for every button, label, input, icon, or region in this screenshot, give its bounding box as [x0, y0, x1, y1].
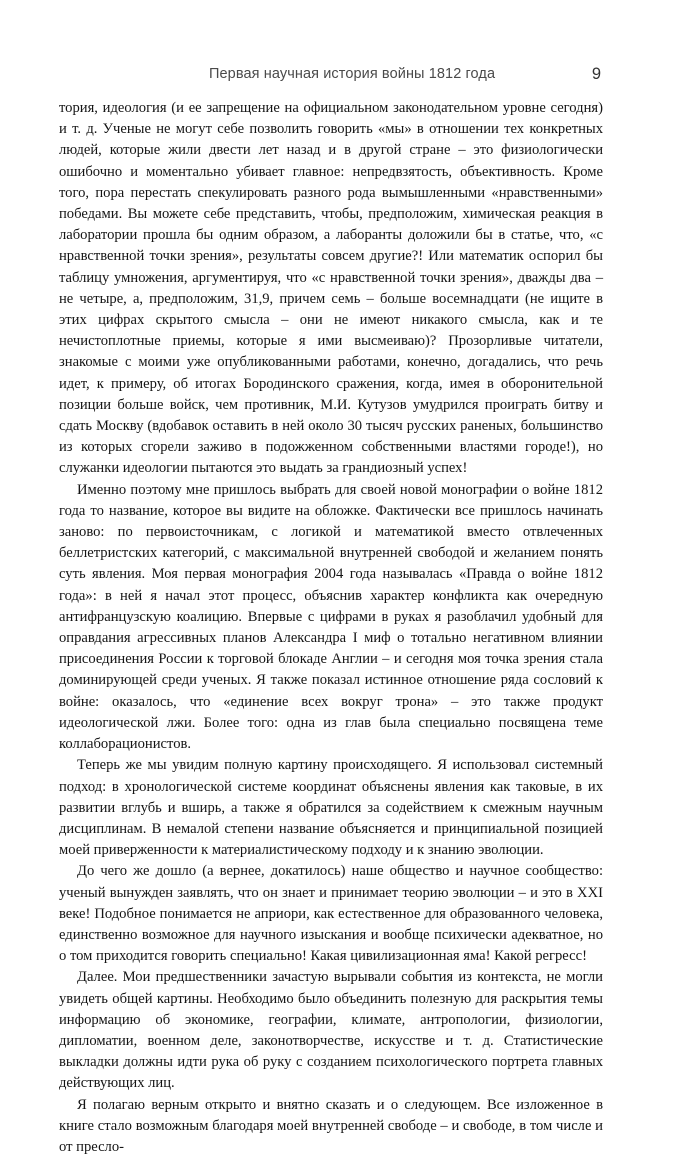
book-page: [59, 65, 603, 1155]
paragraph: Далее. Мои предшественники зачастую вырывали события из контекста, не могли увидеть общей картины. Необходимо было объединить полезную для раскрытия темы информацию об экономике, географии, климате, антропологии, физиологии, дипломатии, военном деле, законотворчестве, искусстве и т. д. Статистические выкладки должны идти рука об руку с созданием психологического портрета главных действующих лиц.: [59, 969, 603, 1092]
body-text: [59, 98, 603, 1158]
running-title: Первая научная история войны 1812 года: [209, 66, 496, 82]
paragraph: До чего же дошло (а вернее, докатилось) наше общество и научное сообщество: ученый вынужден заявлять, что он знает и принимает теорию эволюции – и это в XXI веке! Подобное понимается не априори, как естественное для образованного человека, единственно возможное для научного изыскания и вообще психически адекватное, но о том приходится говорить специально! Какая цивилизационная яма! Какой регресс!: [59, 863, 603, 965]
paragraph-last: Я полагаю верным открыто и внятно сказать и о следующем. Все изложенное в книге стало возможным благодаря моей внутренней свободе – и свободе, в том числе и от пресло-: [59, 1096, 603, 1155]
page-number: 9: [591, 65, 601, 83]
paragraph-continued: тория, идеология (и ее запрещение на официальном законодательном уровне сегодня) и т. д. Ученые не могут себе позволить говорить «мы» в отношении тех конкретных людей, которые жили двести лет назад и в другой стране – это физиологически ошибочно и моментально убивает главное: непредвзятость, объективность. Кроме того, пора перестать спекулировать разного рода вымышленными «нравственными» победами. Вы можете себе представить, чтобы, предположим, химическая реакция в лаборатории прошла бы одним образом, а лаборанты доложили бы в статье, что, «с нравственной точки зрения», результаты совсем другие?! Или математик оспорил бы таблицу умножения, аргументируя, что «с нравственной точки зрения», дважды два – не четыре, а, предположим, 31,9, причем семь – больше восемнадцати (не ищите в этих цифрах скрытого смысла – они не имеют никакого смысла, как и те нечистоплотные приемы, которые я ими высмеиваю)? Прозорливые читатели, знакомые с моими уже опубликованными работами, конечно, догадались, что речь идет, к примеру, об итогах Бородинского сражения, когда, имея в оборонительной позиции больше войск, чем противник, М.И. Кутузов умудрился проиграть битву и сдать Москву (вдобавок оставить в ней около 30 тысяч русских раненых, большинство из которых сгорели заживо в подожженном собственными властями городе!), но служанки идеологии пытаются это выдать за грандиозный успех!: [59, 100, 603, 477]
paragraph: Именно поэтому мне пришлось выбрать для своей новой монографии о войне 1812 года то название, которое вы видите на обложке. Фактически все пришлось начинать заново: по первоисточникам, с логикой и математикой вместо отвлеченных беллетристских категорий, с максимальной внутренней свободой и желанием понять суть явления. Моя первая монография 2004 года называлась «Правда о войне 1812 года»: в ней я начал этот процесс, объяснив характер конфликта как очередную антифранцузскую коалицию. Впервые с цифрами в руках я разоблачил удобный для оправдания агрессивных планов Александра I миф о тотально негативном влиянии присоединения России к торговой блокаде Англии – и сегодня моя точка зрения стала доминирующей среди ученых. Я также показал истинное отношение ряда сословий к войне: оказалось, что «единение всех вокруг трона» – это также продукт идеологической лжи. Более того: одна из глав была специально посвящена теме коллаборационистов.: [59, 481, 603, 753]
paragraph: Теперь же мы увидим полную картину происходящего. Я использовал системный подход: в хронологической системе координат объяснены явления как таковые, в их развитии вглубь и вширь, а также я обратился за содействием к смежным научным дисциплинам. В немалой степени название объясняется и принципиальной позицией моей приверженности к материалистическому подходу и к знанию эволюции.: [59, 757, 603, 859]
running-header: [59, 66, 603, 92]
